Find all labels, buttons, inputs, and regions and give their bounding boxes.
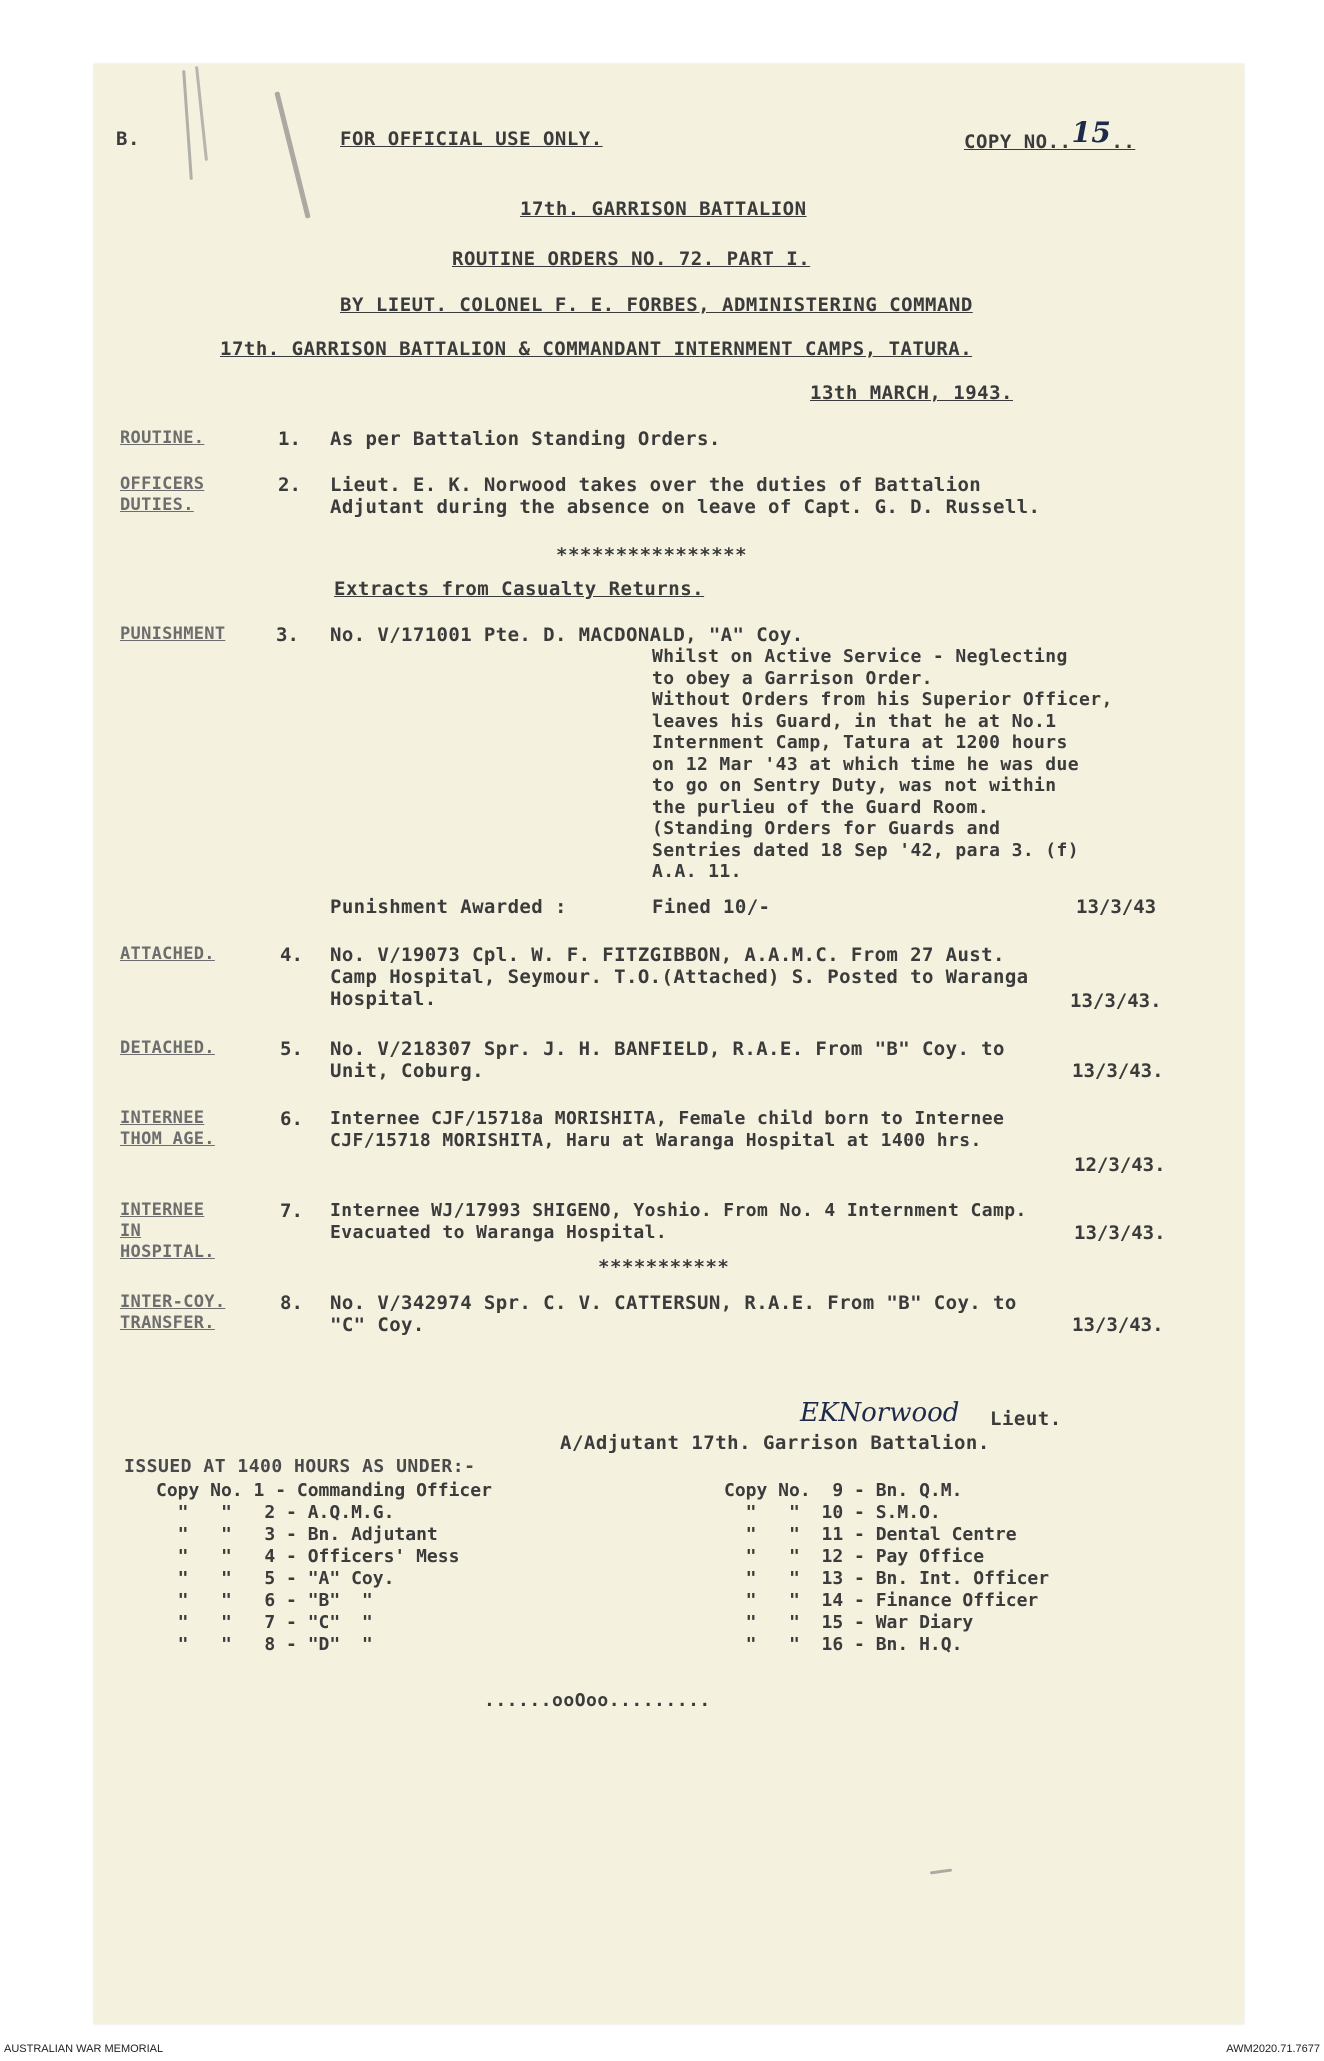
item-text: Lieut. E. K. Norwood takes over the duties of Battalion Adjutant during the absence on leave of Capt. G. D. Russell.	[330, 474, 1041, 518]
command-line: 17th. GARRISON BATTALION & COMMANDANT INTERNMENT CAMPS, TATURA.	[220, 338, 973, 360]
punishment-awarded-label: Punishment Awarded :	[330, 896, 567, 918]
item-text: As per Battalion Standing Orders.	[330, 428, 721, 450]
copy-list-left-item: " " 4 - Officers' Mess	[156, 1546, 460, 1567]
item-number: 6.	[280, 1108, 303, 1130]
item-text: No. V/218307 Spr. J. H. BANFIELD, R.A.E. From "B" Coy. to Unit, Coburg.	[330, 1038, 1005, 1082]
item-date: 13/3/43.	[1074, 1222, 1166, 1244]
item-date: 13/3/43.	[1072, 1060, 1164, 1082]
footer-left: AUSTRALIAN WAR MEMORIAL	[4, 2043, 164, 2055]
punishment-date: 13/3/43	[1076, 896, 1157, 918]
copy-list-right-item: " " 15 - War Diary	[724, 1612, 974, 1633]
page-letter: B.	[116, 128, 140, 150]
item-date: 12/3/43.	[1074, 1154, 1166, 1176]
copy-list-right-item: " " 12 - Pay Office	[724, 1546, 985, 1567]
footer-right: AWM2020.71.7677	[1226, 2043, 1320, 2055]
item-heading: INTER-COY. TRANSFER.	[120, 1292, 226, 1333]
battalion-title: 17th. GARRISON BATTALION	[520, 198, 807, 220]
copy-list-left-item: Copy No. 1 - Commanding Officer	[156, 1480, 492, 1501]
item-number: 4.	[280, 944, 303, 966]
copy-number-label	[964, 116, 1136, 153]
separator-stars: ****************	[556, 544, 748, 566]
copy-list-left-item: " " 3 - Bn. Adjutant	[156, 1524, 438, 1545]
item-heading: OFFICERS DUTIES.	[120, 474, 205, 515]
orders-title: ROUTINE ORDERS NO. 72. PART I.	[452, 248, 811, 270]
signature-handwritten: EKNorwood	[800, 1398, 960, 1428]
copy-list-left-item: " " 5 - "A" Coy.	[156, 1568, 395, 1589]
punishment-awarded: Fined 10/-	[652, 896, 771, 918]
end-mark: ......ooOoo.........	[484, 1690, 711, 1711]
item-heading: ATTACHED.	[120, 944, 215, 964]
item-heading: INTERNEE IN HOSPITAL.	[120, 1200, 215, 1262]
copy-label: COPY NO..	[964, 131, 1072, 153]
copy-list-left-item: " " 2 - A.Q.M.G.	[156, 1502, 395, 1523]
item-date: 13/3/43.	[1072, 1314, 1164, 1336]
punishment-lead: No. V/171001 Pte. D. MACDONALD, "A" Coy.	[330, 624, 804, 646]
item-number: 7.	[280, 1200, 303, 1222]
copy-list-right-item: " " 10 - S.M.O.	[724, 1502, 941, 1523]
issued-line: ISSUED AT 1400 HOURS AS UNDER:-	[124, 1456, 476, 1477]
item-text: Internee WJ/17993 SHIGENO, Yoshio. From No. 4 Internment Camp. Evacuated to Waranga Hospital.	[330, 1200, 1027, 1243]
item-heading: INTERNEE THOM AGE.	[120, 1108, 215, 1149]
copy-suffix: ..	[1111, 131, 1136, 153]
copy-list-right-item: " " 14 - Finance Officer	[724, 1590, 1039, 1611]
item-text: No. V/19073 Cpl. W. F. FITZGIBBON, A.A.M.C. From 27 Aust. Camp Hospital, Seymour. T.O.(Attached) S. Posted to Waranga Hospital.	[330, 944, 1029, 1010]
signature-title: A/Adjutant 17th. Garrison Battalion.	[560, 1432, 990, 1454]
item-date: 13/3/43.	[1070, 990, 1162, 1012]
item-number: 8.	[280, 1292, 303, 1314]
copy-list-right-item: " " 11 - Dental Centre	[724, 1524, 1017, 1545]
copy-list-left-item: " " 8 - "D" "	[156, 1634, 373, 1655]
item-number: 3.	[276, 624, 299, 646]
item-heading: DETACHED.	[120, 1038, 215, 1058]
item-text: Internee CJF/15718a MORISHITA, Female child born to Internee CJF/15718 MORISHITA, Haru at Waranga Hospital at 1400 hrs.	[330, 1108, 1005, 1151]
copy-list-right-item: Copy No. 9 - Bn. Q.M.	[724, 1480, 963, 1501]
item-number: 5.	[280, 1038, 303, 1060]
punishment-detail: Whilst on Active Service - Neglecting to obey a Garrison Order. Without Orders from his Superior Officer, leaves his Guard, in that he at No.1 Internment Camp, Tatura at 1200 hours on 12 Mar '43 at which time he was due to go on Sentry Duty, was not within the purlieu of the Guard Room. (Standing Orders for Guards and Sentries dated 18 Sep '42, para 3. (f) A.A. 11.	[652, 646, 1113, 882]
signature-rank: Lieut.	[990, 1408, 1062, 1430]
issuer-line: BY LIEUT. COLONEL F. E. FORBES, ADMINISTERING COMMAND	[340, 294, 973, 316]
item-number: 1.	[278, 428, 301, 450]
official-use-label: FOR OFFICIAL USE ONLY.	[340, 128, 603, 150]
copy-list-right-item: " " 16 - Bn. H.Q.	[724, 1634, 963, 1655]
copy-number-handwritten: 15	[1071, 116, 1112, 149]
item-number: 2.	[278, 474, 301, 496]
extracts-title: Extracts from Casualty Returns.	[334, 578, 705, 600]
copy-list-right-item: " " 13 - Bn. Int. Officer	[724, 1568, 1050, 1589]
separator-stars: ***********	[598, 1256, 730, 1278]
item-text: No. V/342974 Spr. C. V. CATTERSUN, R.A.E. From "B" Coy. to "C" Coy.	[330, 1292, 1017, 1336]
order-date: 13th MARCH, 1943.	[810, 382, 1013, 404]
copy-list-left-item: " " 6 - "B" "	[156, 1590, 373, 1611]
copy-list-left-item: " " 7 - "C" "	[156, 1612, 373, 1633]
punishment-heading: PUNISHMENT	[120, 624, 226, 644]
item-heading: ROUTINE.	[120, 428, 205, 448]
